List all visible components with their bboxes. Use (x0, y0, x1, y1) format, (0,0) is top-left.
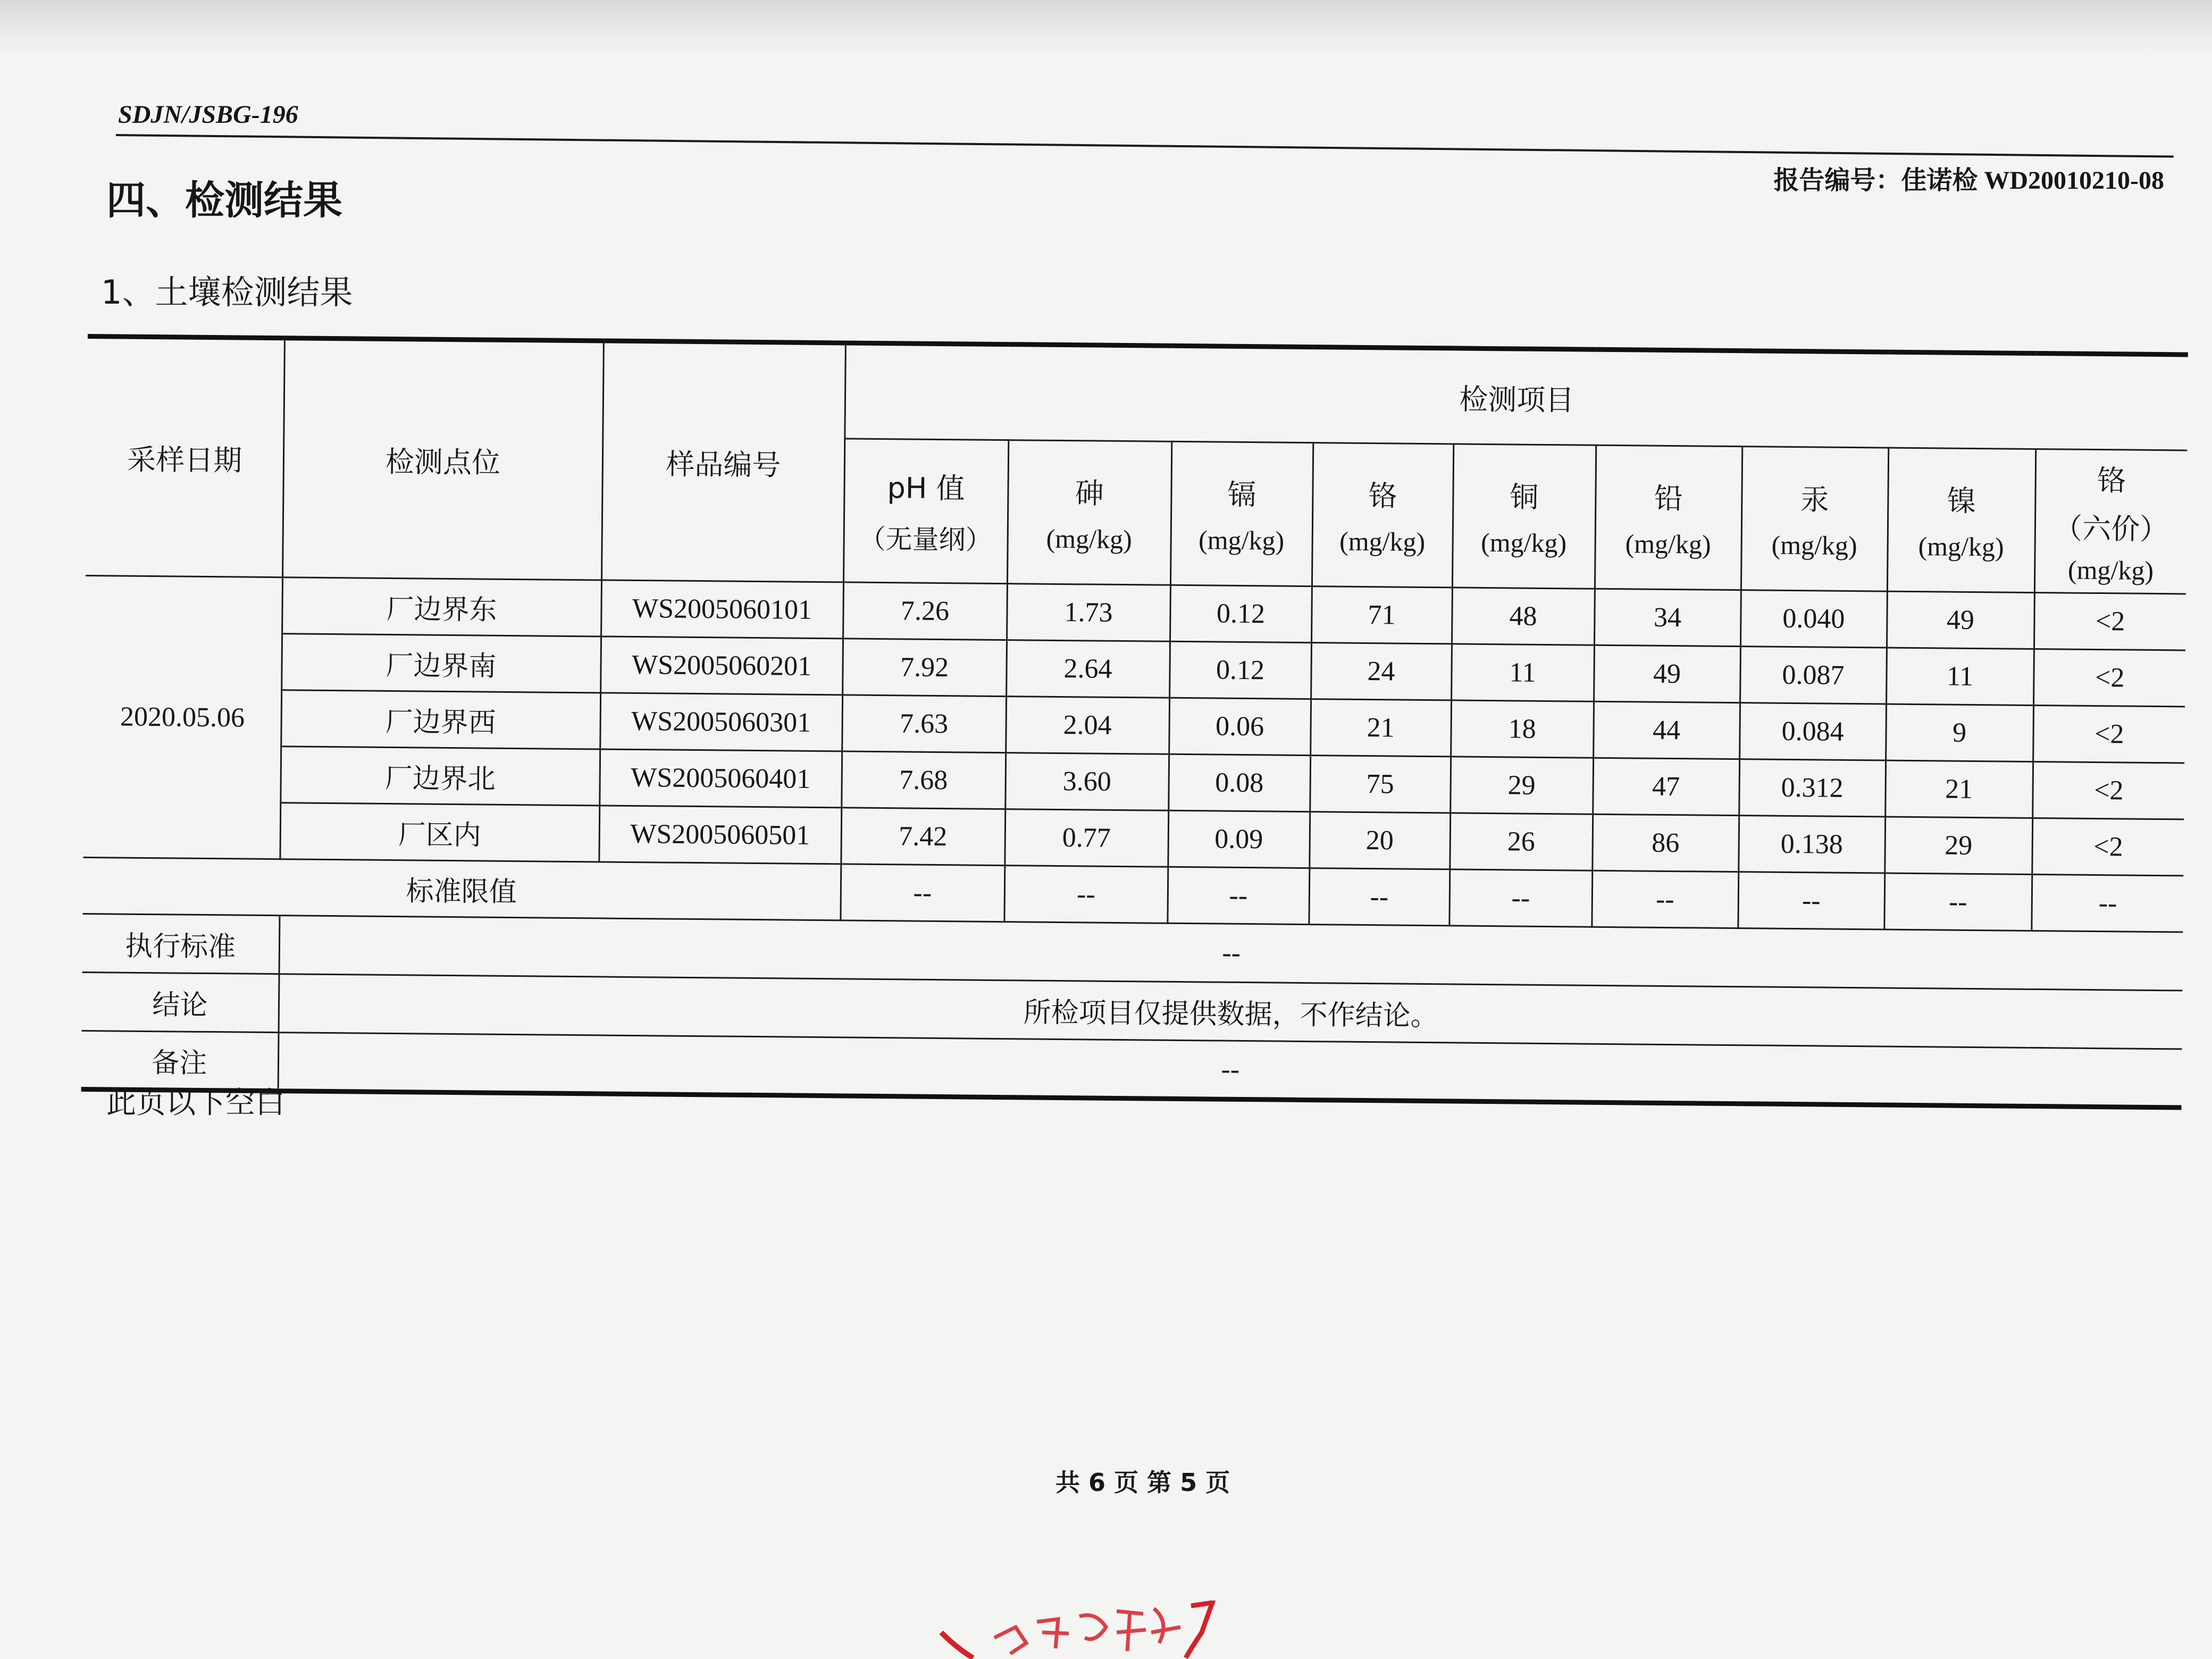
limit-cell: -- (1884, 873, 2032, 931)
value-cell: 29 (1884, 817, 2032, 874)
sample-number-cell: WS2005060501 (599, 806, 841, 864)
value-cell: 3.60 (1005, 753, 1169, 811)
site-cell: 厂边界西 (281, 690, 600, 749)
value-cell: 20 (1309, 812, 1450, 869)
header-item-cadmium: 镉 (mg/kg) (1170, 441, 1313, 586)
value-cell: <2 (2032, 761, 2184, 819)
remarks-value: -- (278, 1033, 2182, 1108)
value-cell: 21 (1310, 699, 1451, 757)
value-cell: 86 (1592, 814, 1739, 872)
page-top-edge-shadow (0, 0, 2212, 58)
standard-limit-label: 标准限值 (82, 857, 841, 920)
value-cell: 7.68 (841, 751, 1006, 809)
limit-cell: -- (1167, 867, 1309, 924)
value-cell: 71 (1311, 586, 1452, 644)
value-cell: 48 (1452, 588, 1595, 645)
value-cell: 2.64 (1006, 640, 1170, 698)
value-cell: 29 (1450, 757, 1593, 814)
value-cell: 18 (1451, 700, 1594, 758)
header-item-nickel: 镍 (mg/kg) (1887, 448, 2035, 592)
value-cell: <2 (2033, 649, 2185, 706)
conclusion-value: 所检项目仅提供数据，不作结论。 (279, 974, 2183, 1049)
sample-number-cell: WS2005060301 (600, 693, 842, 751)
value-cell: <2 (2034, 592, 2186, 650)
site-cell: 厂边界北 (280, 747, 600, 806)
soil-results-table-container (81, 334, 2188, 1110)
header-site: 检测点位 (282, 338, 604, 580)
header-test-items: 检测项目 (844, 343, 2188, 450)
limit-cell: -- (840, 864, 1004, 922)
value-cell: 0.06 (1169, 698, 1311, 755)
page-number: 共 6 页 第 5 页 (1055, 1468, 1230, 1497)
value-cell: 21 (1885, 760, 2033, 818)
value-cell: 0.138 (1738, 816, 1885, 873)
value-cell: 49 (1887, 591, 2034, 649)
value-cell: 11 (1451, 644, 1594, 701)
value-cell: 0.77 (1004, 809, 1168, 867)
value-cell: 2.04 (1006, 697, 1169, 755)
sample-number-cell: WS2005060401 (599, 749, 842, 808)
value-cell: 0.12 (1170, 585, 1312, 642)
value-cell: 49 (1594, 645, 1740, 702)
value-cell: 44 (1593, 701, 1740, 759)
value-cell: 7.92 (842, 639, 1007, 697)
value-cell: 7.26 (843, 582, 1007, 640)
header-item-chromium: 铬 (mg/kg) (1312, 443, 1453, 588)
site-cell: 厂区内 (280, 803, 599, 862)
value-cell: 24 (1311, 643, 1452, 700)
limit-cell: -- (1004, 866, 1168, 924)
site-cell: 厂边界南 (281, 634, 601, 693)
official-seal-stamp (936, 1601, 1255, 1659)
value-cell: 0.08 (1168, 754, 1310, 811)
header-rule (116, 134, 2174, 158)
value-cell: 0.312 (1739, 759, 1886, 817)
value-cell: 0.087 (1740, 647, 1887, 704)
value-cell: <2 (2033, 705, 2185, 763)
header-item-arsenic: 砷 (mg/kg) (1007, 440, 1171, 585)
remarks-label: 备注 (81, 1030, 279, 1091)
value-cell: 7.42 (841, 808, 1005, 866)
value-cell: 0.12 (1169, 641, 1311, 699)
value-cell: 0.09 (1168, 810, 1310, 868)
value-cell: 26 (1449, 813, 1593, 870)
value-cell: <2 (2032, 818, 2184, 875)
sample-number-cell: WS2005060101 (601, 580, 843, 639)
value-cell: 34 (1594, 589, 1741, 646)
sample-number-cell: WS2005060201 (600, 636, 843, 695)
value-cell: 11 (1886, 648, 2034, 705)
blank-below-note: 此页以下空白 (106, 1086, 285, 1120)
limit-cell: -- (2031, 874, 2183, 932)
value-cell: 47 (1593, 758, 1739, 815)
value-cell: 9 (1886, 704, 2033, 761)
value-cell: 7.63 (842, 695, 1006, 753)
value-cell: 0.084 (1739, 703, 1886, 760)
sampling-date-cell: 2020.05.06 (83, 575, 282, 859)
header-item-mercury: 汞 (mg/kg) (1741, 447, 1888, 591)
limit-cell: -- (1738, 872, 1884, 929)
report-number: 报告编号：佳诺检 WD20010210-08 (1773, 166, 2164, 195)
limit-cell: -- (1309, 868, 1449, 926)
header-sample-number: 样品编号 (601, 341, 845, 582)
value-cell: 1.73 (1007, 584, 1170, 642)
header-item-lead: 铅 (mg/kg) (1595, 445, 1742, 590)
header-item-hexavalent-chromium: 铬 （六价） (mg/kg) (2034, 449, 2187, 593)
exec-standard-label: 执行标准 (82, 914, 280, 974)
header-item-ph: pH 值 （无量纲） (843, 439, 1008, 584)
soil-results-table (81, 334, 2188, 1110)
site-cell: 厂边界东 (282, 577, 601, 636)
section-title: 四、检测结果 (106, 178, 342, 223)
document-code: SDJN/JSBG-196 (118, 100, 298, 129)
exec-standard-value: -- (279, 916, 2183, 991)
header-item-copper: 铜 (mg/kg) (1452, 444, 1596, 589)
header-sampling-date: 采样日期 (86, 336, 284, 577)
value-cell: 75 (1310, 756, 1451, 813)
limit-cell: -- (1449, 869, 1592, 927)
conclusion-label: 结论 (82, 972, 279, 1032)
subsection-title: 1、土壤检测结果 (101, 273, 353, 312)
limit-cell: -- (1591, 870, 1738, 928)
value-cell: 0.040 (1740, 590, 1887, 648)
